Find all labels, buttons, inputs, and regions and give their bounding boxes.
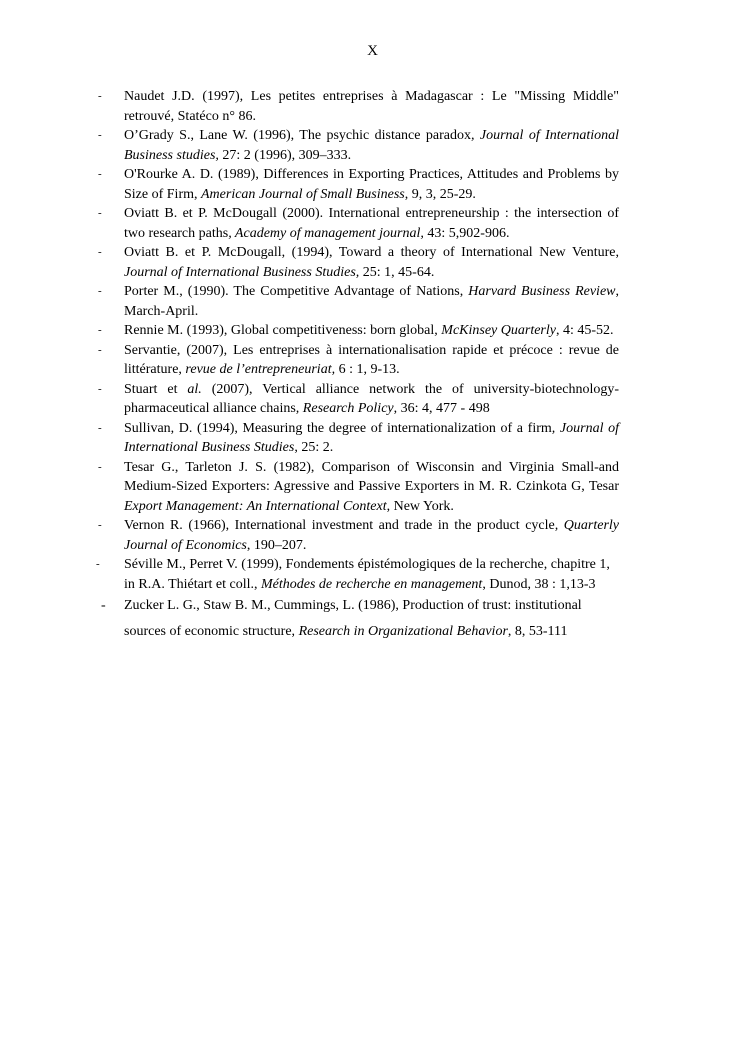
reference-item <box>0 282 745 321</box>
reference-item <box>0 555 745 594</box>
reference-details: , 8, 53-111 <box>507 624 568 639</box>
list-bullet: - <box>98 460 102 473</box>
reference-text: Servantie, (2007), Les entreprises à internationalisation rapide et précoce : revue de littérature, <box>124 342 619 377</box>
reference-item <box>0 380 745 419</box>
reference-text: Oviatt B. et P. McDougall (2000). International entrepreneurship : the intersection of two research paths <box>124 206 619 241</box>
reference-item <box>0 165 745 204</box>
reference-details: 25: 1, 45-64. <box>359 264 435 280</box>
reference-journal: Export Management: An International Context <box>124 498 387 514</box>
reference-journal: Méthodes de recherche en management <box>261 576 483 592</box>
reference-italic: al. <box>187 381 202 397</box>
reference-text: Vernon R. (1966), International investment and trade in the product cycle <box>124 518 555 533</box>
reference-item <box>0 516 745 555</box>
reference-journal: , Journal of International Business Studies <box>124 420 619 455</box>
list-bullet: - <box>98 343 102 356</box>
list-bullet: - <box>98 421 102 434</box>
reference-journal: , Academy of management journal, <box>228 225 424 241</box>
reference-details: 6 : 1, 9-13. <box>335 362 400 377</box>
reference-text: Sullivan, D. (1994), Measuring the degree of internationalization of a firm <box>124 420 552 436</box>
page-number: X <box>367 43 378 59</box>
list-bullet: - <box>98 382 102 395</box>
list-bullet: - <box>98 168 102 180</box>
reference-text-cont: (2007), Vertical alliance network the of university-biotechnology-pharmaceutical alliance chains <box>124 381 619 416</box>
reference-details: , New York. <box>386 498 454 514</box>
reference-details: , March-April. <box>124 284 620 319</box>
reference-journal: , Journal of International Business studies, <box>124 128 619 163</box>
reference-journal: American Journal of Small Business <box>201 186 405 202</box>
list-bullet: - <box>98 519 102 531</box>
reference-item <box>0 126 745 165</box>
reference-journal: McKinsey Quarterly <box>441 323 556 338</box>
reference-details: , 25: 2. <box>294 440 334 455</box>
list-bullet: - <box>98 129 102 141</box>
reference-journal: Research in Organizational Behavior <box>298 624 508 639</box>
reference-text: O’Grady S., Lane W. (1996), The psychic distance paradox <box>124 128 471 143</box>
reference-text: O'Rourke A. D. (1989), Differences in Exporting Practices, Attitudes and Problems by Size of Firm, <box>124 167 619 202</box>
reference-journal: Journal of International Business Studies, <box>124 264 360 280</box>
reference-text: Stuart et <box>124 381 188 397</box>
list-bullet: - <box>98 207 102 219</box>
reference-item <box>0 243 745 282</box>
reference-details: 43: 5,902-906. <box>423 225 510 241</box>
reference-item <box>0 593 745 645</box>
list-bullet: - <box>98 324 102 336</box>
reference-text: Zucker L. G., Staw B. M., Cummings, L. (1986), Production of trust: institutional sources of economic structure, <box>124 598 582 639</box>
reference-text: Rennie M. (1993), Global competitiveness: born global, <box>124 323 442 338</box>
reference-text: Tesar G., Tarleton J. S. (1982), Comparison of Wisconsin and Virginia Small-and Medium-Sized Exporters: Agressive and Passive Exporters in M. R. Czinkota G, Tesar <box>124 459 619 494</box>
list-bullet: - <box>98 285 102 297</box>
reference-item <box>0 87 745 126</box>
reference-journal: Harvard Business Review <box>468 284 616 299</box>
reference-details: 27: 2 (1996), 309–333. <box>218 147 352 163</box>
reference-item <box>0 458 745 517</box>
list-bullet: - <box>98 246 102 258</box>
reference-details: , 36: 4, 477 - 498 <box>393 401 490 416</box>
reference-item <box>0 204 745 243</box>
reference-journal: , Quarterly Journal of Economics <box>124 518 620 553</box>
reference-details: , 9, 3, 25-29. <box>404 186 476 202</box>
reference-text: Naudet J.D. (1997), Les petites entreprises à Madagascar : Le "Missing Middle" retrouvé, Statéco n° 86. <box>124 89 619 124</box>
reference-text: Porter M., (1990). The Competitive Advantage of Nations, <box>124 284 469 299</box>
list-bullet: - <box>96 558 100 570</box>
reference-item <box>0 419 745 458</box>
reference-journal: revue de l’entrepreneuriat, <box>185 362 336 377</box>
reference-details: , Dunod, 38 : 1,13-3 <box>482 576 596 592</box>
reference-list <box>0 87 745 645</box>
list-bullet: - <box>101 598 106 613</box>
reference-details: , 4: 45-52. <box>555 323 614 338</box>
reference-text: Séville M., Perret V. (1999), Fondements épistémologiques de la recherche, chapitre 1, in R.A. Thiétart et coll., <box>124 557 610 592</box>
reference-details: , 190–207. <box>246 537 307 553</box>
reference-text: Oviatt B. et P. McDougall, (1994), Toward a theory of International New Venture, <box>124 245 619 260</box>
list-bullet: - <box>98 90 102 102</box>
reference-item <box>0 321 745 341</box>
reference-item <box>0 341 745 380</box>
reference-journal: , Research Policy <box>295 401 394 416</box>
